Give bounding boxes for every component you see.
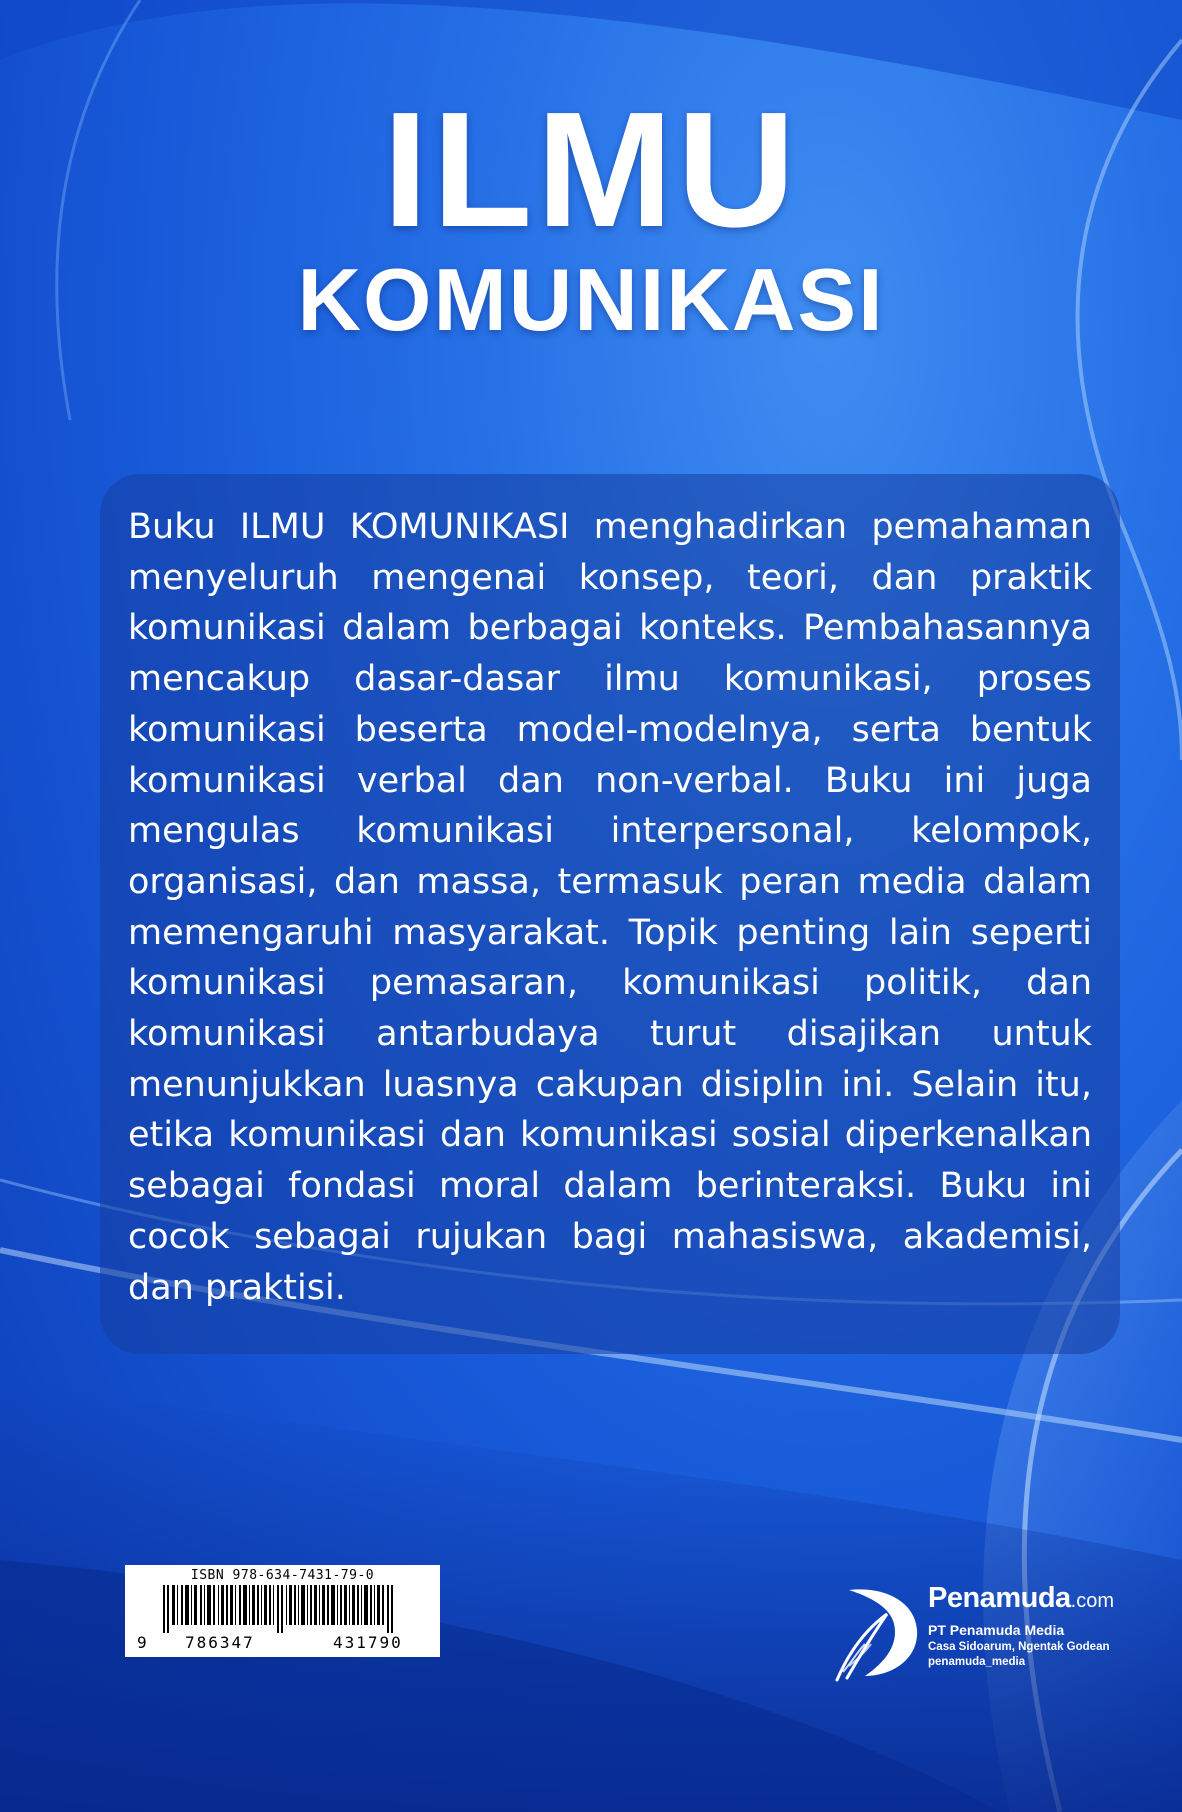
barcode-digit-first: 9	[137, 1633, 147, 1652]
barcode-bars-icon	[163, 1585, 403, 1633]
publisher-brand-name: Penamuda	[928, 1582, 1071, 1614]
publisher-social: penamuda_media	[928, 1656, 1026, 1668]
barcode-digits-left: 786347	[185, 1633, 255, 1652]
book-title: ILMU	[382, 78, 800, 261]
isbn-number: ISBN 978-634-7431-79-0	[190, 1568, 375, 1583]
isbn-barcode	[125, 1565, 440, 1657]
publisher-brand	[928, 1582, 1114, 1615]
barcode-digits-right: 431790	[333, 1633, 403, 1652]
publisher-address: Casa Sidoarum, Ngentak Godean	[928, 1641, 1110, 1653]
feather-d-icon	[835, 1580, 925, 1685]
book-subtitle: KOMUNIKASI	[297, 250, 885, 349]
publisher-brand-suffix: .com	[1070, 1590, 1115, 1612]
blurb-text: Buku ILMU KOMUNIKASI menghadirkan pemahaman menyeluruh mengenai konsep, teori, dan praktik komunikasi dalam berbagai konteks. Pembahasannya mencakup dasar-dasar ilmu komunikasi, proses komunikasi beserta model-modelnya, serta bentuk komunikasi verbal dan non-verbal. Buku ini juga mengulas komunikasi interpersonal, kelompok, organisasi, dan massa, termasuk peran media dalam memengaruhi masyarakat. Topik penting lain seperti komunikasi pemasaran, komunikasi politik, dan komunikasi antarbudaya turut disajikan untuk menunjukkan luasnya cakupan disiplin ini. Selain itu, etika komunikasi dan komunikasi sosial diperkenalkan sebagai fondasi moral dalam berinteraksi. Buku ini cocok sebagai rujukan bagi mahasiswa, akademisi, dan praktisi.	[128, 507, 1092, 1308]
publisher-name: PT Penamuda Media	[928, 1622, 1065, 1638]
blurb-panel	[100, 474, 1120, 1354]
